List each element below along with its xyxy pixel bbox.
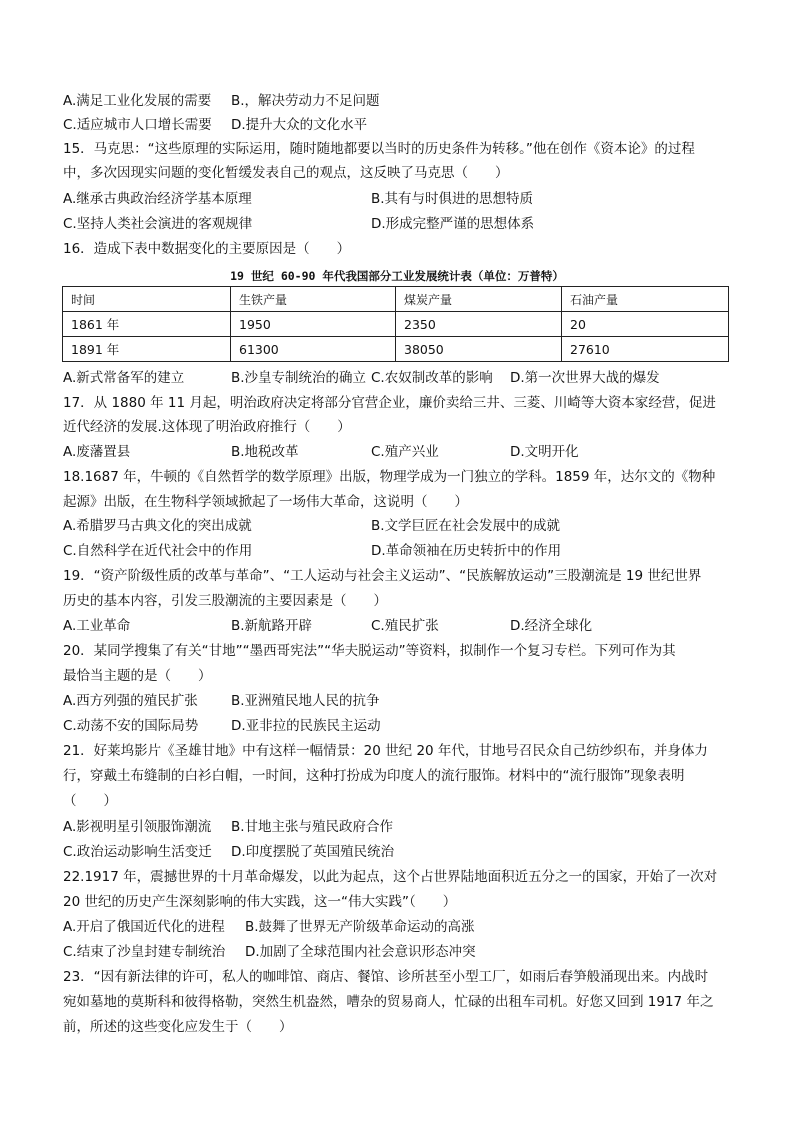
q21-stem-line1: 21．好莱坞影片《圣雄甘地》中有这样一幅情景：20 世纪 20 年代，甘地号召民众自己纺纱织布，并身体力 <box>63 743 708 759</box>
q20-option-a[interactable]: A.西方列强的殖民扩张 <box>63 693 198 709</box>
q16-option-b[interactable]: B.沙皇专制统治的确立 <box>231 370 367 386</box>
q17-option-c[interactable]: C.殖产兴业 <box>371 444 439 460</box>
q17-stem-line2: 近代经济的发展.这体现了明治政府推行（ ） <box>63 419 351 435</box>
q15-stem-line1: 15．马克思：“这些原理的实际运用，随时随地都要以当时的历史条件为转移。”他在创作《资本论》的过程 <box>63 141 695 157</box>
q18-stem-line1: 18.1687 年，牛顿的《自然哲学的数学原理》出版，物理学成为一门独立的学科。1859 年，达尔文的《物种 <box>63 469 716 485</box>
table-cell: 1950 <box>231 312 396 337</box>
q22-option-a[interactable]: A.开启了俄国近代化的进程 <box>63 919 225 935</box>
header-cell: 生铁产量 <box>231 287 396 312</box>
q20-option-d[interactable]: D.亚非拉的民族民主运动 <box>231 718 381 734</box>
q22-option-b[interactable]: B.鼓舞了世界无产阶级革命运动的高涨 <box>245 919 475 935</box>
q22-option-c[interactable]: C.结束了沙皇封建专制统治 <box>63 944 226 960</box>
q19-option-b[interactable]: B.新航路开辟 <box>231 618 313 634</box>
q20-stem-line1: 20．某同学搜集了有关“甘地”“墨西哥宪法”“华夫脱运动”等资料，拟制作一个复习专栏。下列可作为其 <box>63 643 676 659</box>
q21-option-a[interactable]: A.影视明星引领服饰潮流 <box>63 819 212 835</box>
table-cell: 61300 <box>231 337 396 362</box>
q15-option-a[interactable]: A.继承古典政治经济学基本原理 <box>63 191 252 207</box>
q16-option-d[interactable]: D.第一次世界大战的爆发 <box>510 370 660 386</box>
table-cell: 1861 年 <box>63 312 231 337</box>
q14-option-d[interactable]: D.提升大众的文化水平 <box>231 117 368 133</box>
q18-option-b[interactable]: B.文学巨匠在社会发展中的成就 <box>371 518 561 534</box>
table-cell: 38050 <box>396 337 562 362</box>
q15-option-c[interactable]: C.坚持人类社会演进的客观规律 <box>63 216 253 232</box>
q22-option-d[interactable]: D.加剧了全球范围内社会意识形态冲突 <box>245 944 476 960</box>
q14-option-a[interactable]: A.满足工业化发展的需要 <box>63 93 212 109</box>
table-cell: 1891 年 <box>63 337 231 362</box>
q18-option-d[interactable]: D.革命领袖在历史转折中的作用 <box>371 543 562 559</box>
q17-option-d[interactable]: D.文明开化 <box>510 444 579 460</box>
table-row <box>63 337 729 362</box>
header-cell: 煤炭产量 <box>396 287 562 312</box>
q23-stem-line2: 宛如墓地的莫斯科和彼得格勒，突然生机盎然，嘈杂的贸易商人，忙碌的出租车司机。好您又回到 1917 年之 <box>63 994 714 1010</box>
table-row <box>63 312 729 337</box>
header-cell: 时间 <box>63 287 231 312</box>
q23-stem-line1: 23．“因有新法律的许可，私人的咖啡馆、商店、餐馆、诊所甚至小型工厂，如雨后春笋般涌现出来。内战时 <box>63 969 709 985</box>
q18-option-a[interactable]: A.希腊罗马古典文化的突出成就 <box>63 518 252 534</box>
q20-option-b[interactable]: B.亚洲殖民地人民的抗争 <box>231 693 380 709</box>
q17-option-b[interactable]: B.地税改革 <box>231 444 299 460</box>
table-cell: 20 <box>562 312 729 337</box>
q21-stem-line3: （ ） <box>63 793 117 809</box>
header-cell: 石油产量 <box>562 287 729 312</box>
q17-option-a[interactable]: A.废藩置县 <box>63 444 131 460</box>
q21-option-d[interactable]: D.印度摆脱了英国殖民统治 <box>231 844 395 860</box>
q15-option-b[interactable]: B.其有与时俱进的思想特质 <box>371 191 534 207</box>
q20-option-c[interactable]: C.动荡不安的国际局势 <box>63 718 199 734</box>
q17-stem-line1: 17．从 1880 年 11 月起，明治政府决定将部分官营企业，廉价卖给三井、三菱、川崎等大资本家经营，促进 <box>63 395 716 411</box>
table-cell: 27610 <box>562 337 729 362</box>
q16-option-a[interactable]: A.新式常备军的建立 <box>63 370 185 386</box>
q20-stem-line2: 最恰当主题的是（ ） <box>63 668 212 684</box>
table-cell: 2350 <box>396 312 562 337</box>
q22-stem-line1: 22.1917 年，震撼世界的十月革命爆发，以此为起点，这个占世界陆地面积近五分之一的国家，开始了一次对 <box>63 869 718 885</box>
q19-option-a[interactable]: A.工业革命 <box>63 618 131 634</box>
q21-stem-line2: 行，穿戴土布缝制的白衫白帽，一时间，这种打扮成为印度人的流行服饰。材料中的“流行服饰”现象表明 <box>63 768 685 784</box>
q23-stem-line3: 前，所述的这些变化应发生于（ ） <box>63 1019 293 1035</box>
table-caption: 19 世纪 60-90 年代我国部分工业发展统计表（单位：万普特） <box>230 269 564 283</box>
q14-option-c[interactable]: C.适应城市人口增长需要 <box>63 117 212 133</box>
q14-option-b[interactable]: B.，解决劳动力不足问题 <box>231 93 380 109</box>
q19-option-c[interactable]: C.殖民扩张 <box>371 618 439 634</box>
q19-stem-line1: 19．“资产阶级性质的改革与革命”、“工人运动与社会主义运动”、“民族解放运动”三股潮流是 19 世纪世界 <box>63 568 702 584</box>
q18-option-c[interactable]: C.自然科学在近代社会中的作用 <box>63 543 253 559</box>
q15-option-d[interactable]: D.形成完整严谨的思想体系 <box>371 216 535 232</box>
q21-option-c[interactable]: C.政治运动影响生活变迁 <box>63 844 212 860</box>
q22-stem-line2: 20 世纪的历史产生深刻影响的伟大实践，这一“伟大实践”（ ） <box>63 894 457 910</box>
q21-option-b[interactable]: B.甘地主张与殖民政府合作 <box>231 819 394 835</box>
q18-stem-line2: 起源》出版，在生物科学领域掀起了一场伟大革命，这说明（ ） <box>63 494 468 510</box>
q16-stem: 16．造成下表中数据变化的主要原因是（ ） <box>63 241 351 257</box>
q15-stem-line2: 中，多次因现实问题的变化暂缓发表自己的观点，这反映了马克思（ ） <box>63 165 509 181</box>
q19-stem-line2: 历史的基本内容，引发三股潮流的主要因素是（ ） <box>63 593 387 609</box>
table-header-row <box>63 287 729 312</box>
q16-option-c[interactable]: C.农奴制改革的影响 <box>371 370 493 386</box>
q19-option-d[interactable]: D.经济全球化 <box>510 618 593 634</box>
industry-stats-table <box>62 286 729 362</box>
